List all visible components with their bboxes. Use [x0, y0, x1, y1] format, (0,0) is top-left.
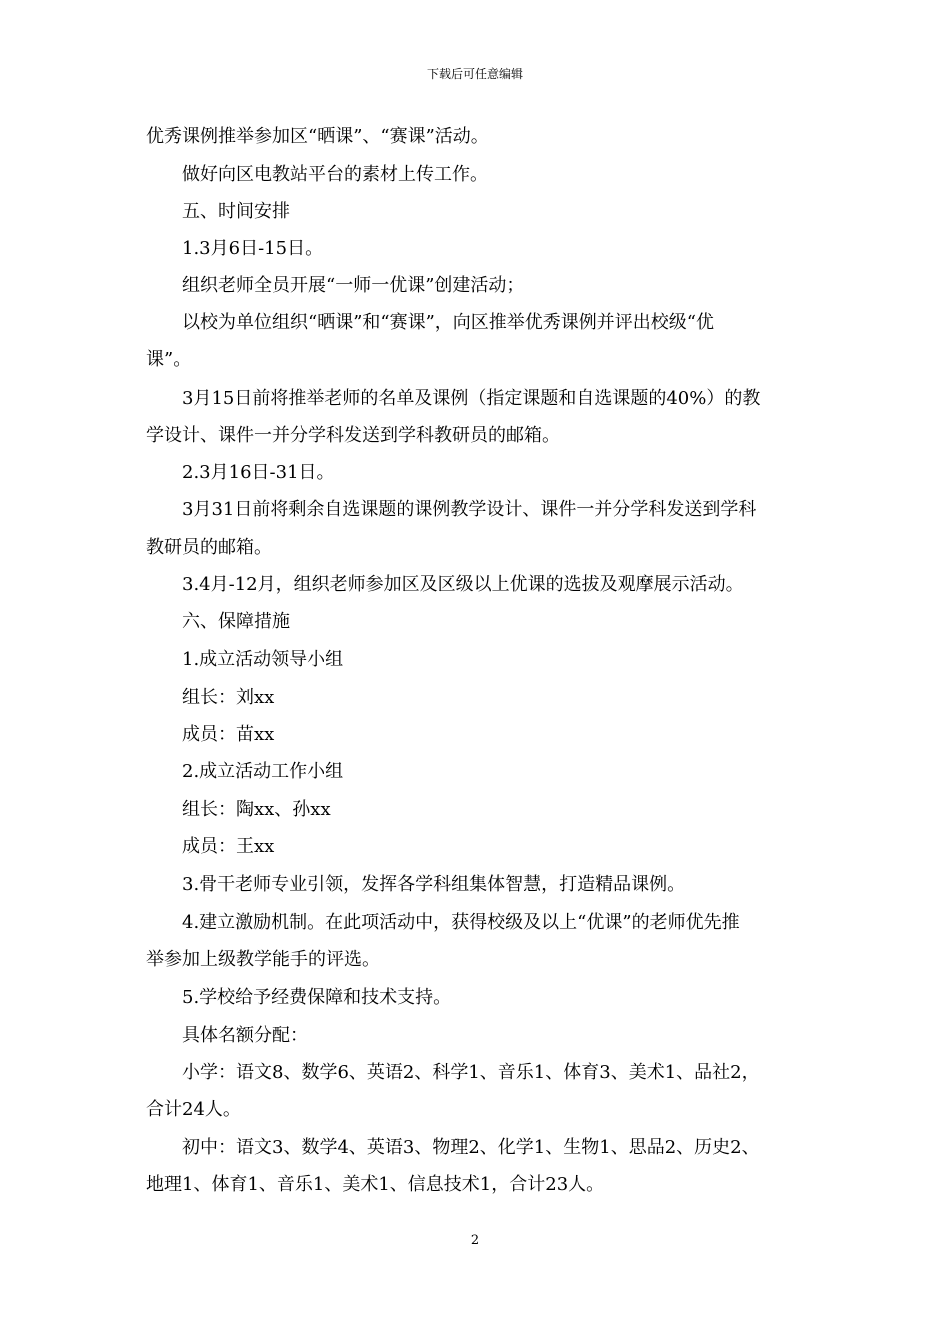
- text-line: 做好向区电教站平台的素材上传工作。: [182, 164, 488, 185]
- text-line: 组长：陶xx、孙xx: [182, 799, 331, 820]
- text-line: 2.3月16日-31日。: [182, 462, 335, 483]
- text-line: 成员：王xx: [182, 836, 275, 857]
- text-line: 具体名额分配：: [182, 1025, 308, 1046]
- section-heading: 六、保障措施: [182, 611, 290, 632]
- text-line: 4.建立激励机制。在此项活动中，获得校级及以上“优课”的老师优先推: [182, 912, 740, 933]
- text-line: 3.4月-12月，组织老师参加区及区级以上优课的选拔及观摩展示活动。: [182, 574, 744, 595]
- section-heading: 五、时间安排: [182, 201, 290, 222]
- text-line: 组长：刘xx: [182, 687, 275, 708]
- text-line: 合计24人。: [146, 1099, 241, 1120]
- text-line: 1.3月6日-15日。: [182, 238, 324, 259]
- text-line: 以校为单位组织“晒课”和“赛课”，向区推举优秀课例并评出校级“优: [182, 312, 715, 333]
- text-line: 组织老师全员开展“一师一优课”创建活动；: [182, 275, 525, 296]
- text-line: 2.成立活动工作小组: [182, 761, 344, 782]
- text-line: 教研员的邮箱。: [146, 537, 272, 558]
- text-line: 3.骨干老师专业引领，发挥各学科组集体智慧，打造精品课例。: [182, 874, 686, 895]
- text-line: 学设计、课件一并分学科发送到学科教研员的邮箱。: [146, 425, 560, 446]
- text-line: 1.成立活动领导小组: [182, 649, 344, 670]
- text-line: 5.学校给予经费保障和技术支持。: [182, 987, 452, 1008]
- page-number: 2: [470, 1233, 480, 1248]
- text-line: 举参加上级教学能手的评选。: [146, 949, 380, 970]
- text-line: 优秀课例推举参加区“晒课”、“赛课”活动。: [146, 126, 489, 147]
- text-line: 小学：语文8、数学6、英语2、科学1、音乐1、体育3、美术1、品社2，: [182, 1062, 760, 1083]
- text-line: 初中：语文3、数学4、英语3、物理2、化学1、生物1、思品2、历史2、: [182, 1137, 760, 1158]
- page-header: 下载后可任意编辑: [426, 67, 523, 81]
- text-line: 课”。: [146, 349, 192, 370]
- text-line: 地理1、体育1、音乐1、美术1、信息技术1，合计23人。: [146, 1174, 605, 1195]
- text-line: 3月31日前将剩余自选课题的课例教学设计、课件一并分学科发送到学科: [182, 499, 757, 520]
- text-line: 3月15日前将推举老师的名单及课例（指定课题和自选课题的40%）的教: [182, 388, 761, 409]
- text-line: 成员：苗xx: [182, 724, 275, 745]
